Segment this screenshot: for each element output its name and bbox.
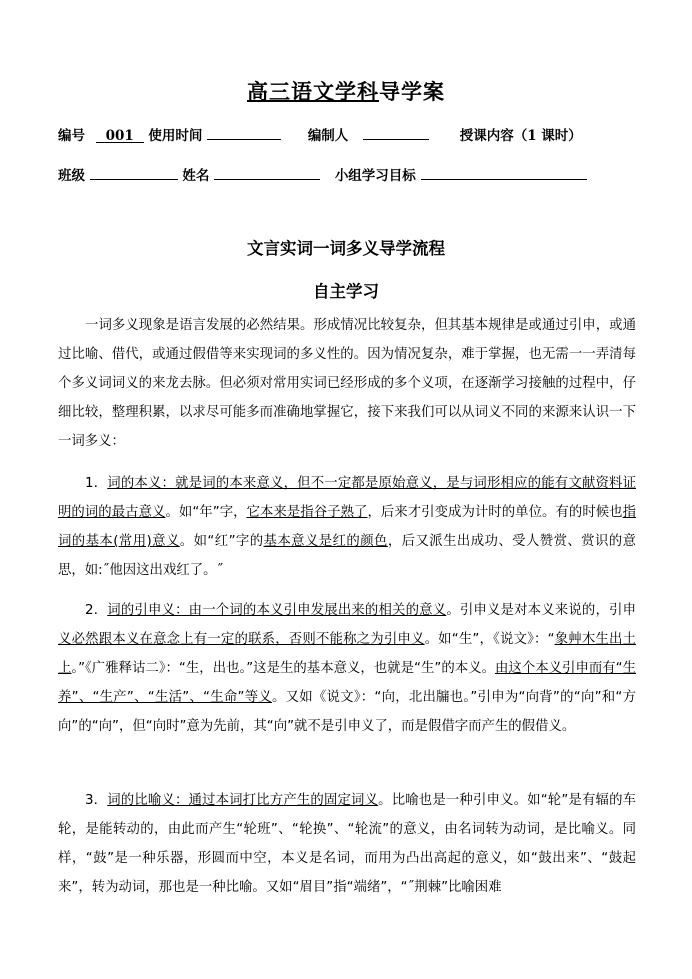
body-text: 。引申义是对本义来说的，引申	[446, 603, 637, 618]
name-field[interactable]	[214, 165, 320, 180]
number-label: 编号	[58, 128, 85, 144]
body-text: ，后来才引变成为计时的单位。有的时候也	[367, 505, 623, 520]
body-text: 。如“生”，《说文》：“	[424, 632, 555, 647]
class-field[interactable]	[90, 165, 178, 180]
definition-text: 词的引申义：由一个词的本义引申发展出来的相关的意义	[107, 603, 447, 618]
body-text: 。如“年”字，	[165, 505, 247, 520]
body-text: 。比喻也是一种引申义。如“轮”是有辐的车轮，是能转动的，由此而产生“轮班”、“轮换”、“轮流”的意义，由名词转为动词，是比喻义。同样，“鼓”是一种乐器，形圆而中空，本义是名词，而用为凸出高起的意义，如“鼓出来”、“鼓起来”，转为动词，那也是一种比喻。又如“眉目”指“端绪”，“˝荆棘”比喻困难	[58, 793, 637, 895]
name-label: 姓名	[182, 168, 210, 184]
underlined-text: 它本来是指谷子熟了	[246, 505, 368, 520]
underlined-text: 象艸木生出土上	[58, 632, 637, 676]
paragraph-metaphor-meaning	[58, 786, 636, 902]
section-subtitle: 自主学习	[313, 282, 379, 301]
underlined-text: 由这个本义引申而有“生养”、“生产”、“生活”、“生命”等义	[58, 661, 637, 705]
body-text: 。又如《说文》：“向，北出牖也。”引申为“向背”的“向”和“方向”的“向”，但“向时”意为先前，其“向”就不是引申义了，而是假借字而产生的假借义。	[58, 690, 636, 734]
item-number: 2．	[85, 603, 108, 618]
section-title: 文言实词一词多义导学流程	[247, 239, 445, 258]
paragraph-original-meaning	[58, 469, 636, 585]
paragraph-extended-meaning	[58, 596, 636, 741]
intro-paragraph: 一词多义现象是语言发展的必然结果。形成情况比较复杂，但其基本规律是或通过引申，或通过比喻、借代，或通过假借等来实现词的多义性的。因为情况复杂，难于掌握，也无需一一弄清每个多义词词义的来龙去脉。但必须对常用实词已经形成的多个义项，在逐渐学习接触的过程中，仔细比较，整理积累，以求尽可能多而准确地掌握它，接下来我们可以从词义不同的来源来认识一下一词多义：	[58, 318, 636, 449]
number-field[interactable]: 001	[96, 128, 144, 143]
editor-label: 编制人	[307, 128, 349, 144]
underlined-text: 义必然跟本义在意念上有一定的联系，否则不能称之为引申义	[58, 632, 425, 647]
class-label: 班级	[58, 168, 85, 184]
time-label: 使用时间	[148, 128, 203, 144]
title-subject: 高三语文学科	[247, 79, 379, 104]
goal-label: 小组学习目标	[334, 168, 416, 184]
body-text: 。如“红”字的	[179, 534, 264, 549]
meta-row-1	[58, 124, 582, 144]
title-rest: 导学案	[379, 79, 445, 104]
goal-field[interactable]	[421, 165, 587, 180]
body-text: 。”《广雅释诂二》：“生，出也。”这是生的基本意义，也就是“生”的本义。	[71, 661, 496, 676]
item-number: 1．	[85, 476, 108, 491]
definition-text: 词的比喻义：通过本词打比方产生的固定词义	[107, 793, 379, 808]
document-title	[0, 76, 692, 106]
definition-text: 词的本义：就是词的本来意义，但不一定都是原始意义，是与词形相应的能有文献资料证明的词的最古意义	[58, 476, 636, 520]
time-field[interactable]	[207, 125, 281, 140]
meta-row-2	[58, 164, 587, 184]
editor-field[interactable]	[363, 125, 429, 140]
body-text: ，后又派生出成功、受人赞赏、赏识的意思，如:˝他因这出戏红了。˝	[58, 534, 637, 578]
underlined-text: 基本意义是红的颜色	[263, 534, 388, 549]
content-label: 授课内容（1 课时）	[459, 128, 582, 144]
underlined-text: 指词的基本(常用)意义	[58, 505, 637, 549]
item-number: 3．	[85, 793, 108, 808]
